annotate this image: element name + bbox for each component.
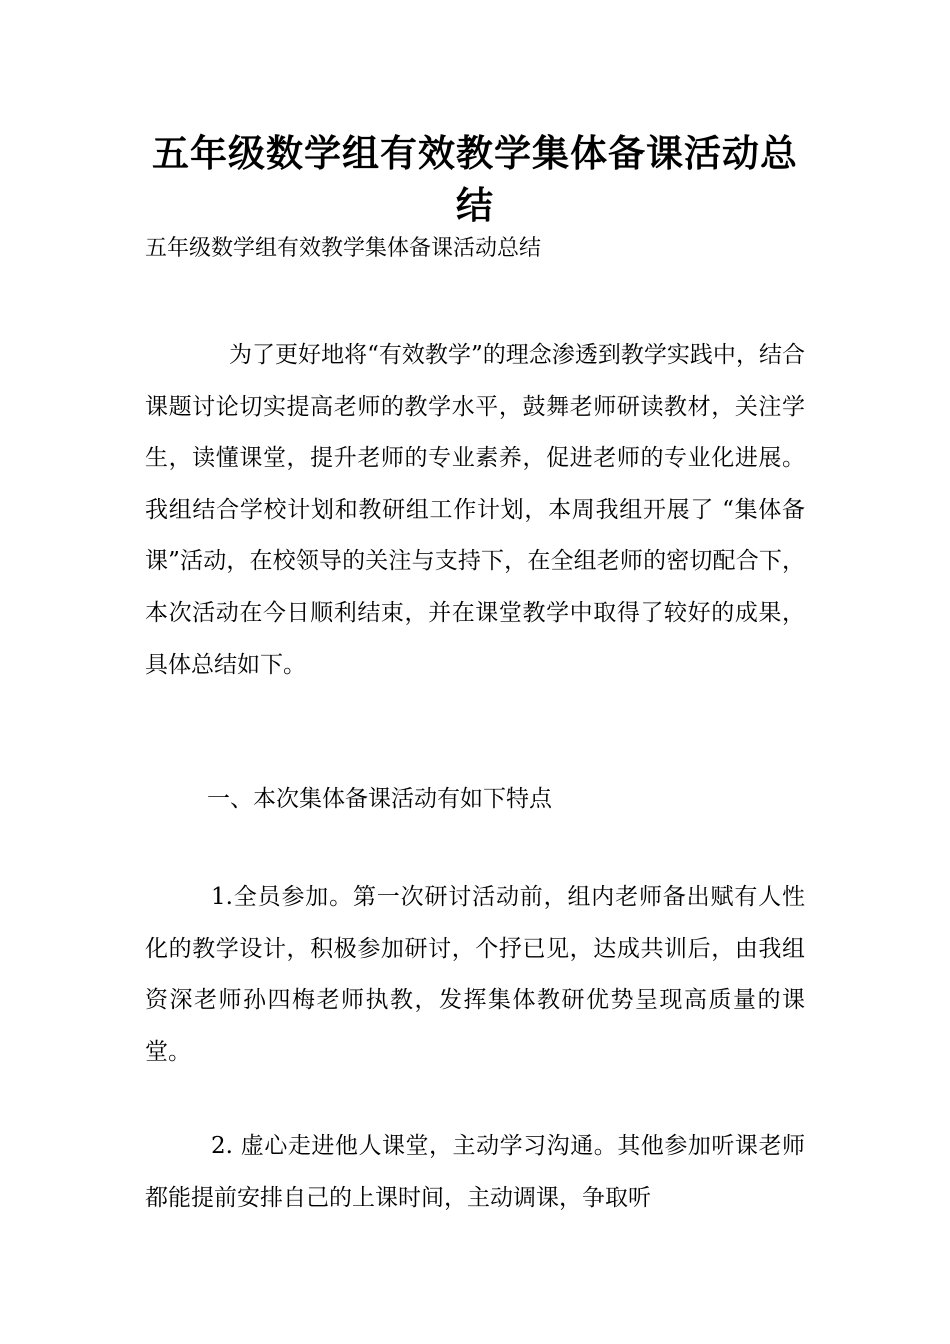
list-item-1: 1.全员参加。第一次研讨活动前，组内老师备出赋有人性化的教学设计，积极参加研讨，个抒已见，达成共训后，由我组资深老师孙四梅老师执教，发挥集体教研优势呈现高质量的课堂。 — [145, 884, 805, 1065]
document-subtitle: 五年级数学组有效教学集体备课活动总结 — [145, 236, 542, 261]
list-item-2: 2. 虚心走进他人课堂，主动学习沟通。其他参加听课老师都能提前安排自己的上课时间，主动调课，争取听 — [145, 1133, 805, 1211]
intro-paragraph: 为了更好地将“有效教学”的理念渗透到教学实践中，结合课题讨论切实提高老师的教学水平，鼓舞老师研读教材，关注学生，读懂课堂，提升老师的专业素养，促进老师的专业化进展。我组结合学校计划和教研组工作计划，本周我组开展了 “集体备课”活动，在校领导的关注与支持下，在全组老师的密切配合下，本次活动在今日顺利结束，并在课堂教学中取得了较好的成果，具体总结如下。 — [145, 342, 805, 678]
document-title: 五年级数学组有效教学集体备课活动总结 — [152, 132, 798, 227]
section-heading: 一、本次集体备课活动有如下特点 — [207, 786, 552, 812]
